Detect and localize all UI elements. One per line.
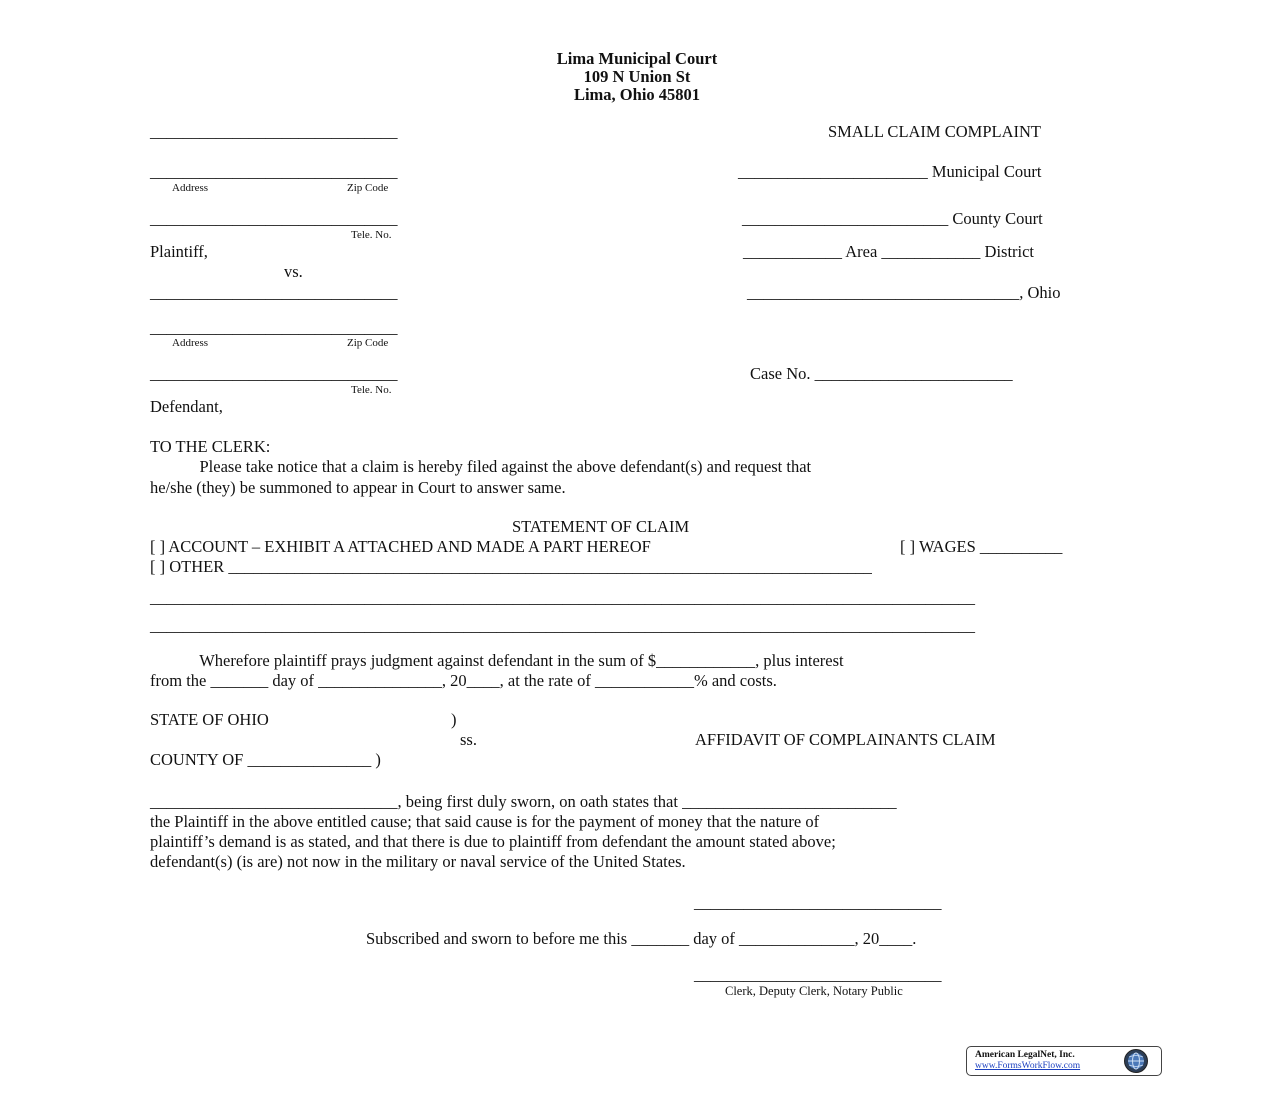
affidavit-line-1: ______________________________, being first duly sworn, on oath states that __________________________ (150, 792, 897, 811)
clerk-signature-line[interactable]: ______________________________ (694, 965, 942, 984)
county-of-field[interactable]: COUNTY OF _______________ ) (150, 750, 381, 769)
subscribed-sworn-line[interactable]: Subscribed and sworn to before me this _______ day of ______________, 20____. (366, 929, 917, 948)
claim-blank-line-1[interactable]: ____________________________________________________________________________________________________ (150, 588, 975, 607)
affiant-signature-line[interactable]: ______________________________ (694, 893, 942, 912)
defendant-tele-label: Tele. No. (351, 384, 392, 396)
clerk-caption: Clerk, Deputy Clerk, Notary Public (725, 984, 903, 998)
court-city: Lima, Ohio 45801 (573, 85, 701, 104)
court-street: 109 N Union St (583, 67, 691, 86)
plaintiff-address-line[interactable]: ______________________________ (150, 162, 398, 181)
affidavit-line-4: defendant(s) (is are) not now in the military or naval service of the United States. (150, 852, 686, 871)
defendant-zip-label: Zip Code (347, 337, 389, 349)
defendant-label: Defendant, (150, 397, 223, 416)
court-name: Lima Municipal Court (556, 49, 718, 68)
account-checkbox[interactable]: [ ] ACCOUNT – EXHIBIT A ATTACHED AND MADE A PART HEREOF (150, 537, 651, 556)
other-checkbox[interactable]: [ ] OTHER ______________________________________________________________________________ (150, 557, 872, 576)
plaintiff-name-line[interactable]: ______________________________ (150, 122, 398, 141)
municipal-court-field[interactable]: _______________________ Municipal Court (738, 162, 1042, 181)
to-clerk-line-2: he/she (they) be summoned to appear in Court to answer same. (150, 478, 566, 497)
wherefore-line-1: Wherefore plaintiff prays judgment against defendant in the sum of $____________, plus interest (150, 651, 844, 670)
logo-company-name: American LegalNet, Inc. (975, 1050, 1075, 1060)
plaintiff-label: Plaintiff, (150, 242, 208, 261)
affidavit-line-2: the Plaintiff in the above entitled cause; that said cause is for the payment of money that the nature of (150, 812, 820, 831)
to-clerk-line-1: Please take notice that a claim is hereby filed against the above defendant(s) and request that (150, 457, 812, 476)
globe-icon (1123, 1048, 1149, 1074)
county-court-field[interactable]: _________________________ County Court (742, 209, 1043, 228)
ohio-location-field[interactable]: _________________________________, Ohio (747, 283, 1061, 302)
defendant-address-label: Address (172, 337, 209, 349)
claim-blank-line-2[interactable]: ____________________________________________________________________________________________________ (150, 616, 975, 635)
defendant-name-line[interactable]: ______________________________ (150, 283, 398, 302)
wherefore-line-2: from the _______ day of _______________, 20____, at the rate of ____________% and costs. (150, 671, 777, 690)
plaintiff-address-label: Address (172, 182, 209, 194)
plaintiff-phone-line[interactable]: ______________________________ (150, 209, 398, 228)
defendant-address-line[interactable]: ______________________________ (150, 318, 398, 337)
venue-ss: ss. (460, 730, 477, 749)
logo-url-link[interactable]: www.FormsWorkFlow.com (975, 1061, 1081, 1071)
statement-heading: STATEMENT OF CLAIM (512, 517, 690, 536)
vs-label: vs. (284, 262, 303, 281)
plaintiff-tele-label: Tele. No. (351, 229, 392, 241)
to-clerk-heading: TO THE CLERK: (150, 437, 271, 456)
affidavit-title: AFFIDAVIT OF COMPLAINANTS CLAIM (695, 730, 996, 749)
plaintiff-zip-label: Zip Code (347, 182, 389, 194)
affidavit-line-3: plaintiff’s demand is as stated, and that there is due to plaintiff from defendant the amount stated above; (150, 832, 836, 851)
state-of-ohio: STATE OF OHIO (150, 710, 269, 729)
case-number-field[interactable]: Case No. ________________________ (750, 364, 1013, 383)
wages-checkbox[interactable]: [ ] WAGES __________ (900, 537, 1063, 556)
defendant-phone-line[interactable]: ______________________________ (150, 364, 398, 383)
venue-paren: ) (451, 710, 457, 729)
form-title: SMALL CLAIM COMPLAINT (828, 122, 1041, 141)
area-district-field[interactable]: ____________ Area ____________ District (743, 242, 1035, 261)
american-legalnet-logo[interactable] (966, 1046, 1162, 1076)
